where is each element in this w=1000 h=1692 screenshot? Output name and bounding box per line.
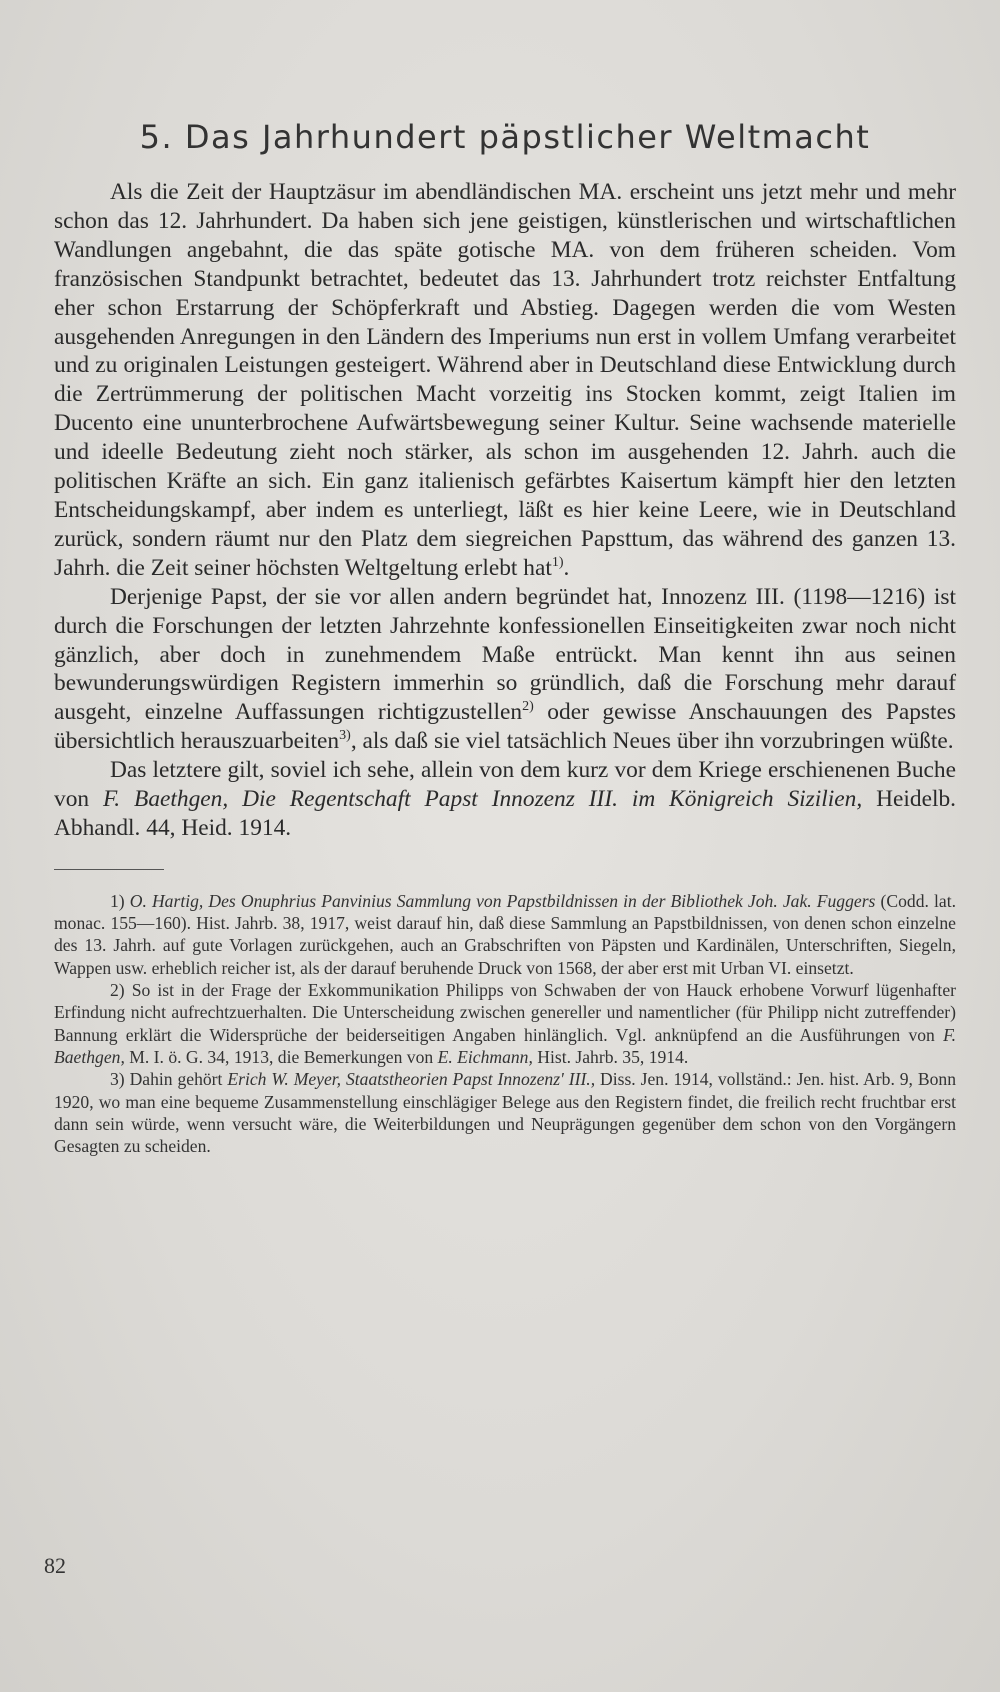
- footnote-2-citation-2: E. Eichmann,: [437, 1046, 533, 1067]
- footnote-3-citation: Erich W. Meyer, Staatstheorien Papst Innozenz' III.,: [227, 1069, 596, 1090]
- footnote-2-mark: 2): [110, 980, 132, 1001]
- footnote-ref-1: 1): [551, 553, 564, 570]
- paragraph-1-end: .: [563, 554, 570, 581]
- footnote-2-text1: So ist in der Frage der Exkommunikation Philipps von Schwaben der von Hauck erhobene Vorwurf lügenhafter Erfindung nicht aufrechtzuerhalten. Die Unterscheidung zwischen genereller und namentlicher (für Philipp nicht zutreffender) Bannung erklärt die Widersprüche der beiderseitigen Angaben hinlänglich. Vgl. anknüpfend an die Ausführungen von: [54, 980, 956, 1045]
- footnote-divider: [54, 869, 164, 870]
- footnotes: [54, 890, 956, 1158]
- footnote-ref-3: 3): [339, 727, 351, 744]
- footnote-3-mark: 3): [110, 1069, 130, 1090]
- paragraph-3-part2: Heidelb. Abhandl. 44, Heid. 1914.: [54, 786, 957, 841]
- footnote-1: [54, 890, 956, 979]
- chapter-title: 5. Das Jahrhundert päpstlicher Weltmacht: [139, 118, 871, 156]
- body-text: [54, 178, 956, 843]
- paragraph-3-citation: F. Baethgen, Die Regentschaft Papst Innozenz III. im Königreich Sizilien,: [103, 786, 863, 813]
- page-number: 82: [44, 1553, 66, 1578]
- footnote-2: [54, 979, 956, 1068]
- footnote-3: [54, 1068, 956, 1157]
- footnote-1-mark: 1): [110, 890, 130, 911]
- paragraph-3-part1: Das letztere gilt, soviel ich sehe, allein von dem kurz vor dem Kriege erschienenen Buche von: [54, 757, 956, 813]
- paragraph-2-part3: , als daß sie viel tatsächlich Neues über ihn vorzubringen wüßte.: [350, 728, 954, 755]
- paragraph-2-part2: oder gewisse Anschauungen des Papstes übersichtlich herauszuarbeiten: [54, 699, 956, 755]
- footnote-2-text2: M. I. ö. G. 34, 1913, die Bemerkungen von: [124, 1046, 438, 1067]
- footnote-2-citation-1: F. Baethgen,: [54, 1024, 956, 1067]
- paragraph-1: [54, 178, 956, 583]
- footnote-3-text1: Dahin gehört: [129, 1069, 228, 1090]
- paragraph-2-part1: Derjenige Papst, der sie vor allen andern begründet hat, Innozenz III. (1198—1216) ist durch die Forschungen der letzten Jahrzehnte konfessionellen Einseitigkeiten zwar noch nicht gänzlich, aber doch in zunehmendem Maße entrückt. Man kennt ihn aus seinen bewunderungswürdigen Registern immerhin so gründlich, daß die Forschung mehr darauf ausgeht, einzelne Auffassungen richtigzustellen: [54, 583, 956, 726]
- paragraph-3: [54, 756, 956, 843]
- footnote-1-citation: O. Hartig, Des Onuphrius Panvinius Sammlung von Papstbildnissen in der Bibliothek Joh. Jak. Fuggers: [129, 890, 876, 911]
- footnote-3-text2: Diss. Jen. 1914, vollständ.: Jen. hist. Arb. 9, Bonn 1920, wo man eine bequeme Zusammenstellung einschlägiger Belege aus den Registern findet, die freilich recht fruchtbar erst dann sein würde, wenn versucht wäre, die Weiterbildungen und Neuprägungen gegenüber dem schon von den Vorgängern Gesagten zu scheiden.: [54, 1069, 956, 1157]
- footnote-ref-2: 2): [522, 698, 534, 715]
- footnote-1-text: (Codd. lat. monac. 155—160). Hist. Jahrb. 38, 1917, weist darauf hin, daß diese Sammlung an Papstbildnissen, von denen schon einzelne des 13. Jahrh. auf gute Vorlagen zurückgehen, auch an Grabschriften von Päpsten und Kardinälen, Unterschriften, Siegeln, Wappen usw. erheblich reicher ist, als der darauf beruhende Druck von 1568, der aber erst mit Urban VI. einsetzt.: [54, 890, 956, 978]
- paragraph-1-text: Als die Zeit der Hauptzäsur im abendländischen MA. erscheint uns jetzt mehr und mehr schon das 12. Jahrhundert. Da haben sich jene geistigen, künstlerischen und wirtschaftlichen Wandlungen angebahnt, die das späte gotische MA. von dem früheren scheiden. Vom französischen Standpunkt betrachtet, bedeutet das 13. Jahrhundert trotz reichster Entfaltung eher schon Erstarrung der Schöpferkraft und Abstieg. Dagegen werden die vom Westen ausgehenden Anregungen in den Ländern des Imperiums nun erst in vollem Umfang verarbeitet und zu originalen Leistungen gesteigert. Während aber in Deutschland diese Entwicklung durch die Zertrümmerung der politischen Macht vorzeitig ins Stocken kommt, zeigt Italien im Ducento eine ununterbrochene Aufwärtsbewegung seiner Kultur. Seine wachsende materielle und ideelle Bedeutung zieht noch stärker, als schon im ausgehenden 12. Jahrh. auch die politischen Kräfte an sich. Ein ganz italienisch gefärbtes Kaisertum kämpft hier den letzten Entscheidungskampf, aber indem es unterliegt, läßt es hier keine Leere, wie in Deutschland zurück, sondern räumt nur den Platz dem siegreichen Papsttum, das während des ganzen 13. Jahrh. die Zeit seiner höchsten Weltgeltung erlebt hat: [54, 179, 956, 581]
- footnote-2-text3: Hist. Jahrb. 35, 1914.: [532, 1046, 689, 1067]
- paragraph-2: [54, 583, 956, 756]
